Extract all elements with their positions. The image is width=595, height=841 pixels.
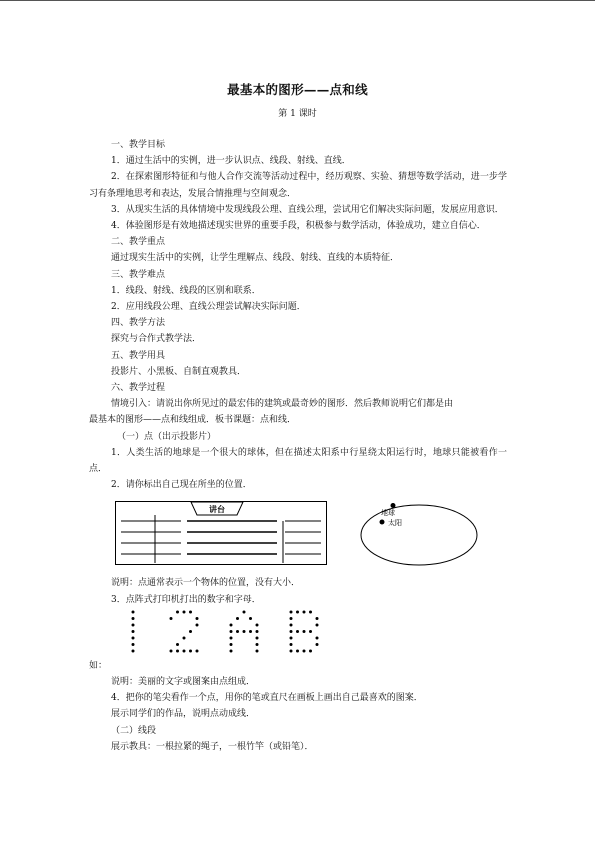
section-heading: 一、教学目标 bbox=[111, 140, 166, 150]
matrix-dot bbox=[309, 610, 312, 613]
matrix-dot bbox=[170, 649, 173, 652]
matrix-dot bbox=[296, 630, 299, 633]
sun-point bbox=[380, 520, 385, 525]
matrix-dot bbox=[303, 649, 306, 652]
matrix-dot bbox=[303, 630, 306, 633]
matrix-dot bbox=[132, 610, 135, 613]
figure-positions bbox=[89, 493, 507, 575]
solar-orbit-diagram bbox=[359, 503, 479, 567]
paragraph: 4．把你的笔尖看作一个点，用你的笔或直尺在画板上画出自己最喜欢的图案． bbox=[111, 693, 423, 704]
paragraph: 通过现实生活中的实例，让学生理解点、线段、射线、直线的本质特征． bbox=[111, 253, 400, 264]
paragraph: 探究与合作式教学法． bbox=[111, 334, 202, 345]
matrix-dot bbox=[170, 617, 173, 620]
paragraph: 最基本的图形——点和线组成．板书课题：点和线． bbox=[89, 415, 297, 426]
matrix-dot bbox=[243, 610, 246, 613]
paragraph: 2．请你标出自己现在所坐的位置． bbox=[111, 480, 252, 491]
matrix-dot bbox=[236, 617, 239, 620]
dot-matrix-characters bbox=[89, 608, 507, 658]
dot-matrix-glyph bbox=[290, 610, 319, 652]
matrix-dot bbox=[316, 643, 319, 646]
matrix-dot bbox=[230, 636, 233, 639]
paragraph: 如： bbox=[89, 660, 108, 671]
matrix-dot bbox=[309, 649, 312, 652]
section-heading: 五、教学用具 bbox=[111, 350, 166, 361]
podium-label: 讲台 bbox=[209, 505, 225, 515]
matrix-dot bbox=[316, 617, 319, 620]
matrix-dot bbox=[309, 630, 312, 633]
matrix-dot bbox=[236, 630, 239, 633]
paragraph: 展示同学们的作品，说明点动成线． bbox=[111, 709, 256, 720]
paragraph: 2．在探索图形特征和与他人合作交流等活动过程中，经历观察、实验、猜想等数学活动，进一步学习有条理地思考和表达，发展合情推理与空间观念． bbox=[89, 172, 507, 199]
matrix-dot bbox=[230, 643, 233, 646]
matrix-dot bbox=[196, 623, 199, 626]
matrix-dot bbox=[316, 623, 319, 626]
matrix-dot bbox=[296, 610, 299, 613]
paragraph: 3．点阵式打印机打出的数字和字母． bbox=[111, 594, 261, 605]
section-heading: 四、教学方法 bbox=[111, 318, 166, 329]
matrix-dot bbox=[290, 649, 293, 652]
paragraph: 投影片、小黑板、自制直观教具． bbox=[111, 366, 247, 377]
matrix-dot bbox=[183, 636, 186, 639]
matrix-dot bbox=[290, 643, 293, 646]
matrix-dot bbox=[316, 636, 319, 639]
matrix-dot bbox=[290, 630, 293, 633]
section-heading: 三、教学难点 bbox=[111, 269, 166, 280]
matrix-dot bbox=[132, 617, 135, 620]
dot-matrix-glyph bbox=[230, 610, 259, 652]
classroom-seating-diagram bbox=[115, 501, 327, 565]
subsection-heading: （一）点（出示投影片） bbox=[117, 431, 217, 442]
matrix-dot bbox=[256, 630, 259, 633]
earth-point bbox=[391, 503, 396, 508]
paragraph: 2．应用线段公理、直线公理尝试解决实际问题． bbox=[111, 302, 306, 313]
section-heading: 六、教学过程 bbox=[111, 383, 166, 394]
matrix-dot bbox=[176, 649, 179, 652]
paragraph: 展示教具：一根拉紧的绳子，一根竹竿（或铅笔）． bbox=[111, 741, 314, 752]
dot-matrix-glyph bbox=[170, 610, 199, 652]
matrix-dot bbox=[183, 649, 186, 652]
matrix-dot bbox=[256, 623, 259, 626]
matrix-dot bbox=[176, 643, 179, 646]
matrix-dot bbox=[249, 630, 252, 633]
matrix-dot bbox=[290, 623, 293, 626]
matrix-dot bbox=[132, 630, 135, 633]
matrix-dot bbox=[303, 610, 306, 613]
matrix-dot bbox=[189, 649, 192, 652]
matrix-dot bbox=[230, 630, 233, 633]
document-body bbox=[89, 137, 507, 755]
paragraph: 3．从现实生活的具体情境中发现线段公理、直线公理，尝试用它们解决实际问题，发展应用意识． bbox=[111, 204, 504, 215]
subsection-heading: （二）线段 bbox=[111, 725, 157, 736]
paragraph: 4．体验图形是有效地描述现实世界的重要手段，积极参与数学活动，体验成功，建立自信心． bbox=[111, 221, 486, 232]
matrix-dot bbox=[132, 623, 135, 626]
matrix-dot bbox=[196, 617, 199, 620]
matrix-dot bbox=[256, 649, 259, 652]
page-top-rule bbox=[0, 0, 595, 1]
paragraph: 说明：美丽的文字或图案由点组成． bbox=[111, 677, 256, 688]
paragraph: 1．人类生活的地球是一个很大的球体，但在描述太阳系中行星绕太阳运行时，地球只能被看作一点． bbox=[89, 447, 507, 475]
orbit-ellipse bbox=[361, 505, 477, 565]
earth-label: 地球 bbox=[381, 509, 395, 518]
sun-label: 太阳 bbox=[388, 519, 402, 528]
dot-matrix-glyph bbox=[132, 610, 135, 652]
matrix-dot bbox=[132, 643, 135, 646]
matrix-dot bbox=[290, 636, 293, 639]
matrix-dot bbox=[249, 617, 252, 620]
matrix-dot bbox=[290, 610, 293, 613]
matrix-dot bbox=[256, 643, 259, 646]
matrix-dot bbox=[176, 610, 179, 613]
lesson-period: 第 1 课时 bbox=[278, 109, 317, 119]
matrix-dot bbox=[256, 636, 259, 639]
matrix-dot bbox=[189, 610, 192, 613]
matrix-dot bbox=[183, 610, 186, 613]
matrix-dot bbox=[230, 623, 233, 626]
matrix-dot bbox=[132, 649, 135, 652]
matrix-dot bbox=[196, 649, 199, 652]
matrix-dot bbox=[132, 636, 135, 639]
document-title: 最基本的图形——点和线 bbox=[227, 82, 368, 97]
matrix-dot bbox=[230, 649, 233, 652]
paragraph: 1．通过生活中的实例，进一步认识点、线段、射线、直线． bbox=[111, 156, 351, 167]
matrix-dot bbox=[189, 630, 192, 633]
matrix-dot bbox=[290, 617, 293, 620]
matrix-dot bbox=[243, 630, 246, 633]
matrix-dot bbox=[296, 649, 299, 652]
dot-matrix-figure bbox=[89, 608, 507, 658]
paragraph: 情境引入：请说出你所见过的最宏伟的建筑或最奇妙的图形．然后教师说明它们都是由 bbox=[111, 399, 454, 410]
paragraph: 1．线段、射线、线段的区别和联系． bbox=[111, 285, 261, 296]
section-heading: 二、教学重点 bbox=[111, 237, 166, 248]
paragraph: 说明：点通常表示一个物体的位置，没有大小． bbox=[111, 578, 301, 589]
